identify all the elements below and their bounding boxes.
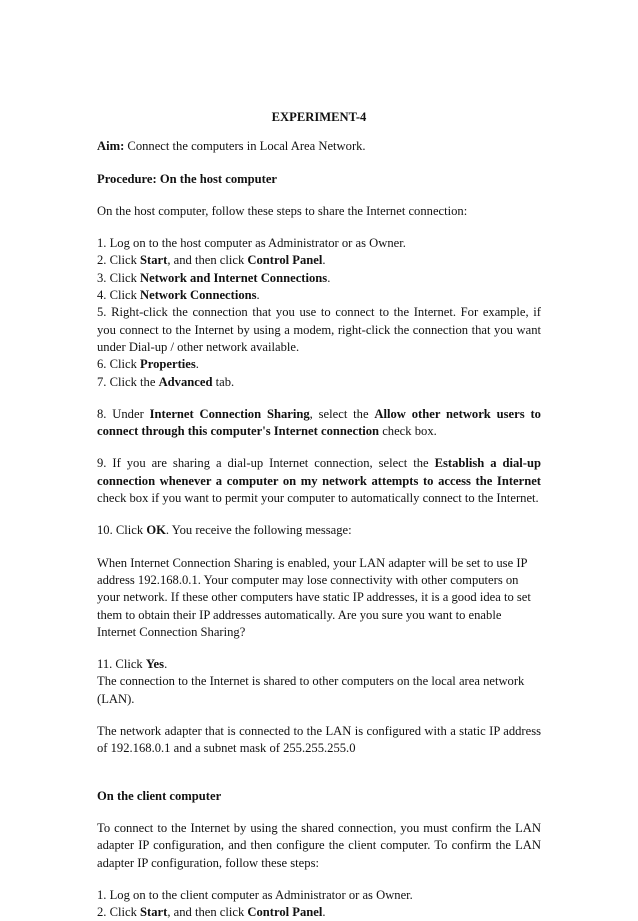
list-item: 2. Click Start, and then click Control Panel. xyxy=(97,253,326,268)
step-11-line: 11. Click Yes. xyxy=(97,657,168,672)
client-heading: On the client computer xyxy=(97,788,222,803)
list-item: 1. Log on to the client computer as Administrator or as Owner. xyxy=(97,887,413,902)
host-steps-list xyxy=(97,235,541,391)
list-item: 6. Click Properties. xyxy=(97,357,199,372)
ics-message: When Internet Connection Sharing is enabled, your LAN adapter will be set to use IP address 192.168.0.1. Your computer may lose connectivity with other computers on your network. If these other computers have static IP addresses, it is a good idea to set them to obtain their IP addresses automatically. Are you sure you want to enable Internet Connection Sharing? xyxy=(97,555,531,639)
step-11-result: The connection to the Internet is shared to other computers on the local area network (LAN). xyxy=(97,674,525,706)
step-11-block xyxy=(97,656,541,708)
document-page xyxy=(97,109,541,921)
list-item: 2. Click Start, and then click Control Panel. xyxy=(97,905,326,920)
aim-text: Connect the computers in Local Area Network. xyxy=(124,139,366,154)
procedure-host-heading: Procedure: On the host computer xyxy=(97,171,278,186)
step-9-paragraph: 9. If you are sharing a dial-up Internet connection, select the Establish a dial-up connection whenever a computer on my network attempts to access the Internet check box if you want to permit your computer to automatically connect to the Internet. xyxy=(97,456,541,506)
lan-config-paragraph: The network adapter that is connected to the LAN is configured with a static IP address of 192.168.0.1 and a subnet mask of 255.255.255.0 xyxy=(97,724,541,756)
client-intro: To connect to the Internet by using the shared connection, you must confirm the LAN adapter IP configuration, and then configure the client computer. To confirm the LAN adapter IP configuration, follow these steps: xyxy=(97,820,541,870)
list-item: 1. Log on to the host computer as Administrator or as Owner. xyxy=(97,236,406,251)
page-title: EXPERIMENT-4 xyxy=(271,110,367,124)
aim-paragraph xyxy=(97,138,541,155)
list-item: 7. Click the Advanced tab. xyxy=(97,374,235,389)
list-item: 3. Click Network and Internet Connections. xyxy=(97,270,331,285)
list-item: 4. Click Network Connections. xyxy=(97,288,260,303)
step-8-paragraph: 8. Under Internet Connection Sharing, select the Allow other network users to connect through this computer's Internet connection check box. xyxy=(97,406,541,439)
client-steps-list xyxy=(97,887,541,921)
step-10-paragraph: 10. Click OK. You receive the following message: xyxy=(97,523,352,538)
host-intro: On the host computer, follow these steps to share the Internet connection: xyxy=(97,203,468,218)
aim-label: Aim: xyxy=(97,139,125,154)
list-item: 5. Right-click the connection that you use to connect to the Internet. For example, if you connect to the Internet by using a modem, right-click the connection that you want under Dial-up / other network available. xyxy=(97,305,541,354)
